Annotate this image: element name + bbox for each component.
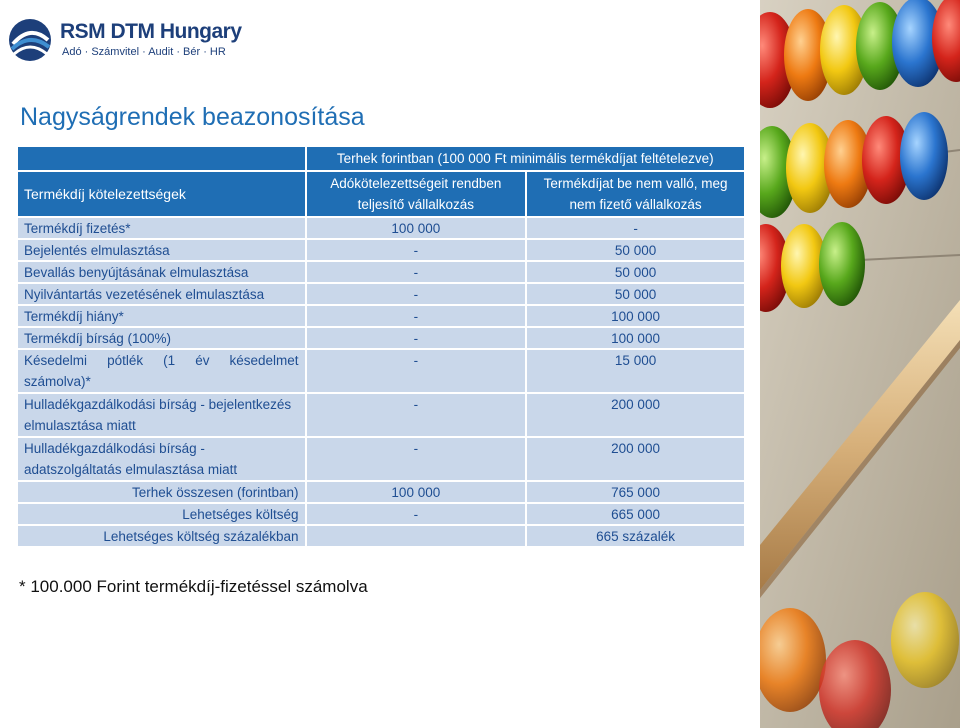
table-row [18, 262, 744, 282]
penalty-table [18, 145, 744, 548]
row-value-b: 50 000 [527, 284, 744, 304]
summary-value-a [307, 526, 528, 546]
row-label: Késedelmi pótlék (1 év késedelmet számolva)* [18, 350, 307, 392]
header-top-cell: Terhek forintban (100 000 Ft minimális termékdíjat feltételezve) [307, 147, 744, 170]
row-label: Bevallás benyújtásának elmulasztása [18, 262, 307, 282]
row-value-b: 15 000 [527, 350, 744, 392]
row-value-b: 100 000 [527, 328, 744, 348]
row-label: Hulladékgazdálkodási bírság - adatszolgáltatás elmulasztása miatt [18, 438, 307, 480]
row-value-a: - [307, 284, 528, 304]
table-row [18, 438, 744, 480]
logo-brand-name: RSM DTM Hungary [60, 20, 242, 43]
row-label: Termékdíj fizetés* [18, 218, 307, 238]
summary-value-b: 665 százalék [527, 526, 744, 546]
summary-label: Terhek összesen (forintban) [18, 482, 307, 502]
table-row [18, 306, 744, 326]
table-header-top-row [18, 147, 744, 170]
row-label: Nyilvántartás vezetésének elmulasztása [18, 284, 307, 304]
summary-value-b: 765 000 [527, 482, 744, 502]
header-col-b: Termékdíjat be nem valló, meg nem fizető vállalkozás [527, 172, 744, 216]
row-value-b: 100 000 [527, 306, 744, 326]
table-row [18, 394, 744, 436]
summary-value-a: - [307, 504, 528, 524]
row-label: Hulladékgazdálkodási bírság - bejelentkezés elmulasztása miatt [18, 394, 307, 436]
header-empty-cell [18, 147, 307, 170]
page-title: Nagyságrendek beazonosítása [20, 103, 365, 131]
row-value-a: 100 000 [307, 218, 528, 238]
rsm-logo-icon [8, 18, 52, 62]
summary-label: Lehetséges költség százalékban [18, 526, 307, 546]
summary-label: Lehetséges költség [18, 504, 307, 524]
table-row [18, 328, 744, 348]
abacus-photo [760, 0, 960, 728]
summary-value-b: 665 000 [527, 504, 744, 524]
header-col-a: Adókötelezettségeit rendben teljesítő vállalkozás [307, 172, 528, 216]
table-row [18, 218, 744, 238]
row-value-a: - [307, 328, 528, 348]
row-value-b: 50 000 [527, 262, 744, 282]
footnote: * 100.000 Forint termékdíj-fizetéssel számolva [19, 577, 368, 596]
row-value-a: - [307, 394, 528, 436]
summary-row [18, 526, 744, 546]
summary-value-a: 100 000 [307, 482, 528, 502]
row-label: Termékdíj hiány* [18, 306, 307, 326]
row-label: Bejelentés elmulasztása [18, 240, 307, 260]
table-row [18, 284, 744, 304]
row-value-b: - [527, 218, 744, 238]
company-logo [8, 18, 242, 68]
table-row [18, 350, 744, 392]
table-header-row [18, 172, 744, 216]
row-value-a: - [307, 306, 528, 326]
row-value-a: - [307, 262, 528, 282]
logo-tagline: Adó · Számvitel · Audit · Bér · HR [62, 46, 226, 58]
summary-row [18, 504, 744, 524]
row-value-b: 200 000 [527, 394, 744, 436]
row-value-b: 200 000 [527, 438, 744, 480]
table-row [18, 240, 744, 260]
row-value-a: - [307, 240, 528, 260]
row-label: Termékdíj bírság (100%) [18, 328, 307, 348]
summary-row [18, 482, 744, 502]
row-value-a: - [307, 438, 528, 480]
header-row-label: Termékdíj kötelezettségek [18, 172, 307, 216]
abacus-image [760, 0, 960, 728]
row-value-b: 50 000 [527, 240, 744, 260]
row-value-a: - [307, 350, 528, 392]
